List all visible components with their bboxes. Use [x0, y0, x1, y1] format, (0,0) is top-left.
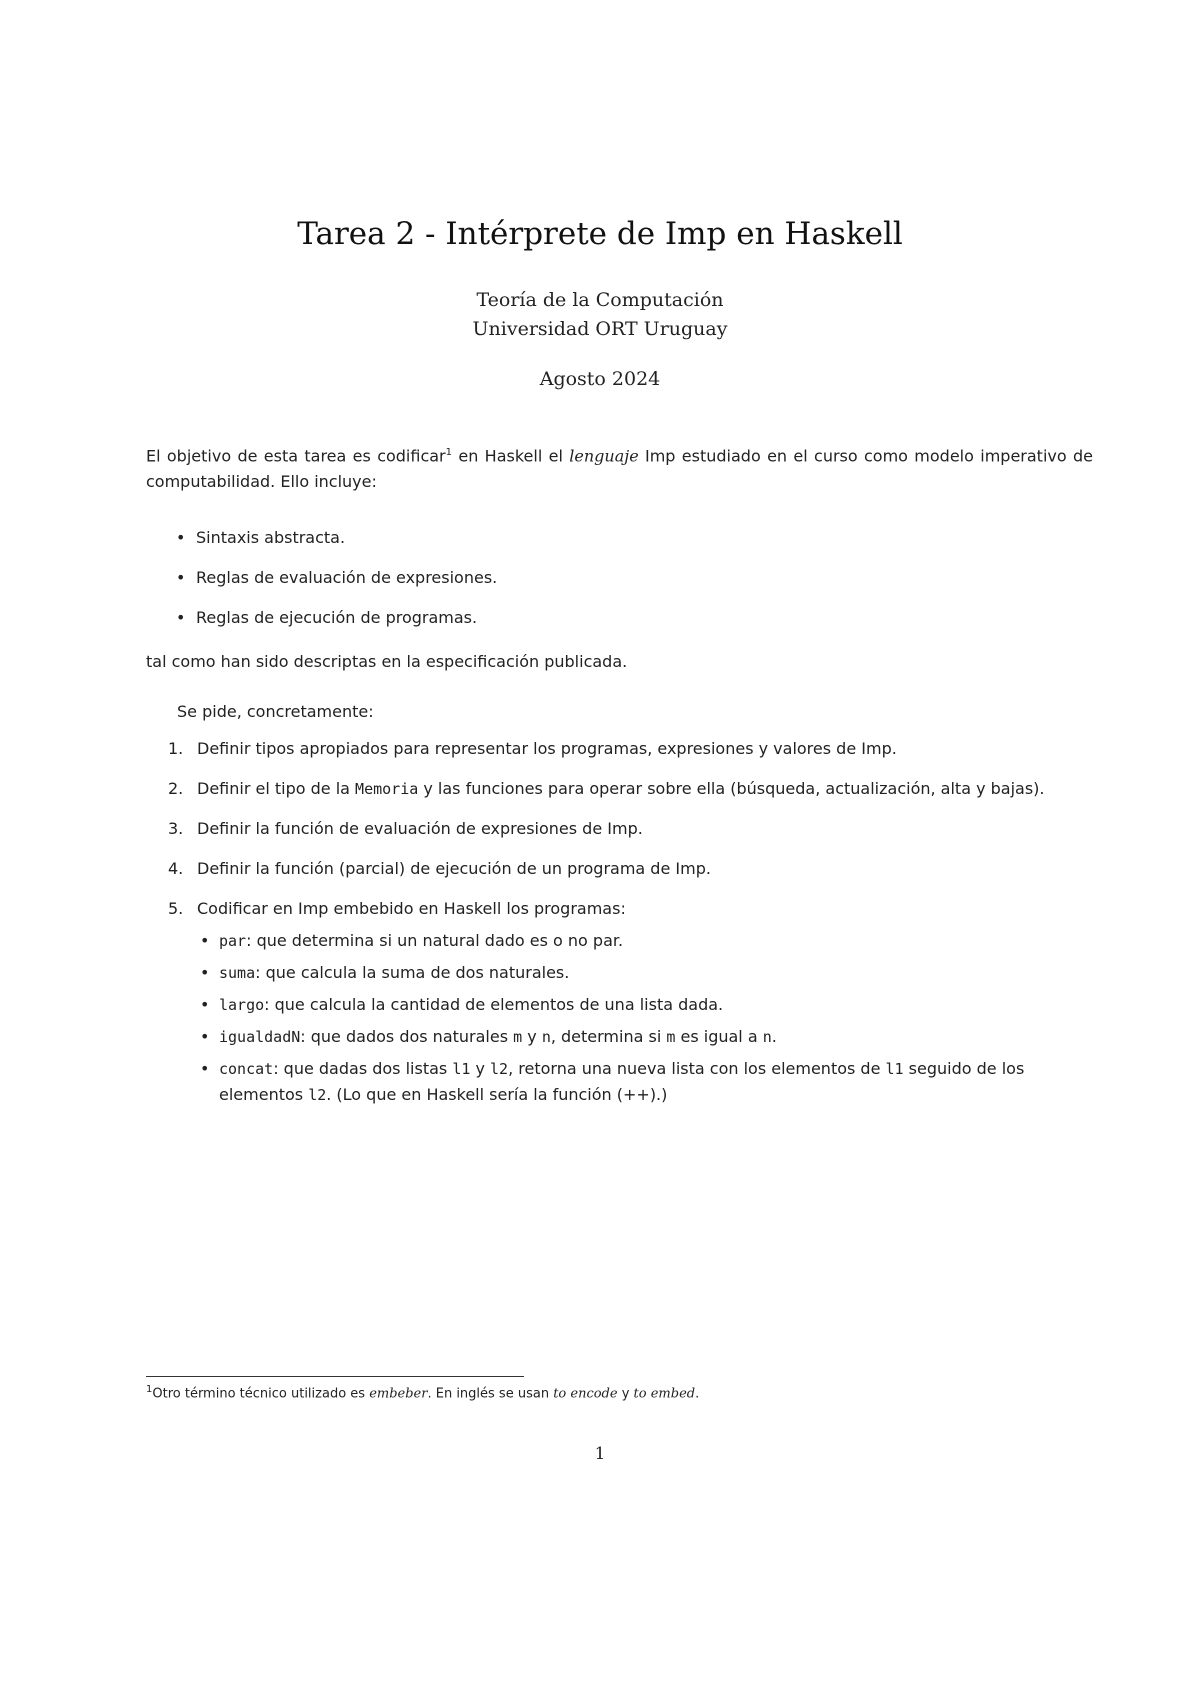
list-item — [172, 525, 1092, 565]
item-number: 3. — [168, 819, 184, 838]
program-description: y — [522, 1027, 542, 1046]
footnote-text: . En inglés se usan — [427, 1386, 554, 1402]
code-term: l2 — [490, 1060, 509, 1078]
code-term: l1 — [452, 1060, 471, 1078]
code-term: m — [513, 1028, 523, 1046]
requirements-list — [168, 736, 1094, 1122]
footnote — [146, 1381, 1093, 1403]
course-name: Teoría de la Computación — [476, 289, 724, 311]
code-term: n — [762, 1028, 772, 1046]
program-name: igualdadN — [219, 1028, 301, 1046]
program-name: suma — [219, 964, 256, 982]
list-item — [172, 565, 1092, 605]
bullet-icon: • — [200, 1027, 210, 1046]
program-description: , determina si — [550, 1027, 667, 1046]
bullet-icon: • — [176, 568, 186, 587]
university-name: Universidad ORT Uruguay — [472, 318, 728, 340]
item-number: 1. — [168, 739, 184, 758]
program-item — [197, 928, 1094, 954]
requirement-text: Definir tipos apropiados para representar los programas, expresiones y valores de Imp. — [197, 739, 897, 758]
closing-paragraph: tal como han sido descriptas en la especificación publicada. — [146, 652, 628, 671]
bullet-icon: • — [200, 963, 210, 982]
intro-text: en Haskell el — [452, 446, 570, 466]
program-description: : que calcula la suma de dos naturales. — [255, 963, 570, 982]
program-description: . (Lo que en Haskell sería la función (++).) — [326, 1085, 668, 1104]
footnote-divider — [146, 1376, 524, 1377]
footnote-text: . — [695, 1386, 700, 1402]
program-description: : que calcula la cantidad de elementos de una lista dada. — [264, 995, 724, 1014]
list-item — [172, 605, 1092, 645]
requirement-text: Definir la función de evaluación de expresiones de Imp. — [197, 819, 643, 838]
footnote-term: embeber — [369, 1386, 428, 1402]
document-date: Agosto 2024 — [539, 368, 661, 390]
program-item — [197, 992, 1094, 1018]
requirement-text: y las funciones para operar sobre ella (búsqueda, actualización, alta y bajas). — [418, 779, 1045, 798]
bullet-icon: • — [200, 995, 210, 1014]
requirement-item — [168, 736, 1094, 762]
bullet-icon: • — [200, 931, 210, 950]
footnote-term: to encode — [553, 1386, 618, 1402]
program-description: . — [771, 1027, 777, 1046]
list-item-text: Reglas de evaluación de expresiones. — [196, 568, 498, 587]
item-number: 4. — [168, 859, 184, 878]
program-description: : que determina si un natural dado es o no par. — [246, 931, 624, 950]
bullet-icon: • — [176, 528, 186, 547]
bullet-icon: • — [200, 1059, 210, 1078]
requirement-item — [168, 896, 1094, 1108]
code-term: m — [666, 1028, 676, 1046]
program-description: y — [470, 1059, 491, 1078]
footnote-text: Otro término técnico utilizado es — [152, 1386, 370, 1402]
list-item-text: Reglas de ejecución de programas. — [196, 608, 478, 627]
program-item — [197, 1056, 1094, 1108]
footnote-text: y — [617, 1386, 634, 1402]
code-term: n — [541, 1028, 551, 1046]
footnote-term: to embed — [633, 1386, 696, 1402]
list-item-text: Sintaxis abstracta. — [196, 528, 346, 547]
requirement-item — [168, 856, 1094, 882]
code-term: l2 — [308, 1086, 327, 1104]
programs-list — [197, 928, 1094, 1108]
features-list — [172, 525, 1092, 645]
program-item — [197, 1024, 1094, 1050]
bullet-icon: • — [176, 608, 186, 627]
footnote-mark: 1 — [146, 1384, 153, 1395]
program-description: seguido de los elementos — [219, 1059, 1025, 1104]
requirement-text: Definir la función (parcial) de ejecución de un programa de Imp. — [197, 859, 711, 878]
intro-text: El objetivo de esta tarea es codificar — [146, 446, 446, 466]
program-description: : que dados dos naturales — [300, 1027, 514, 1046]
program-description: , retorna una nueva lista con los elementos de — [508, 1059, 886, 1078]
item-number: 5. — [168, 899, 184, 918]
program-description: : que dadas dos listas — [273, 1059, 453, 1078]
footnote-reference: 1 — [445, 447, 453, 458]
requirement-item — [168, 816, 1094, 842]
program-name: par — [219, 932, 247, 950]
program-item — [197, 960, 1094, 986]
item-number: 2. — [168, 779, 184, 798]
requirement-item — [168, 776, 1094, 802]
document-title: Tarea 2 - Intérprete de Imp en Haskell — [297, 216, 903, 252]
page-number: 1 — [594, 1444, 606, 1464]
requirement-text: Definir el tipo de la — [197, 779, 356, 798]
intro-paragraph — [146, 440, 1093, 495]
program-name: concat — [219, 1060, 274, 1078]
code-term: Memoria — [355, 780, 419, 798]
requirement-text: Codificar en Imp embebido en Haskell los programas: — [197, 899, 626, 918]
program-description: es igual a — [675, 1027, 763, 1046]
intro-emphasis: lenguaje — [569, 446, 639, 466]
program-name: largo — [219, 996, 265, 1014]
code-term: l1 — [885, 1060, 904, 1078]
requirements-lead: Se pide, concretamente: — [177, 702, 374, 721]
intro-text: Imp estudiado en el curso como modelo imperativo de computabilidad. Ello incluye: — [146, 446, 1093, 492]
